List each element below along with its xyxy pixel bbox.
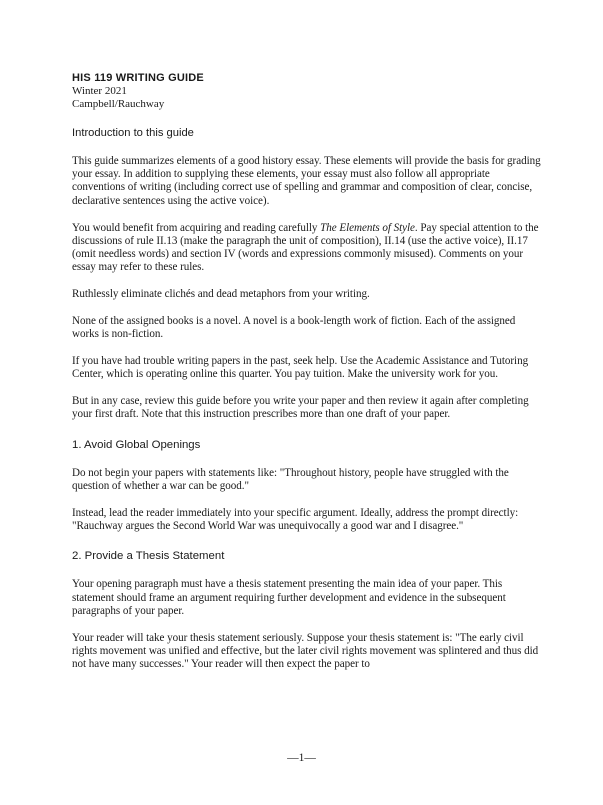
intro-paragraph-1: This guide summarizes elements of a good history essay. These elements will provide the basis for grading your essay. In addition to supplying these elements, your essay must also follow all appropriate conventions of writing (including correct use of spelling and grammar and composition of clear, concise, declarative sentences using the active voice). [72, 154, 541, 207]
intro-paragraph-2 [72, 222, 542, 275]
section-1-paragraph-1: Do not begin your papers with statements like: "Throughout history, people have struggled with the question of whether a war can be good." [72, 466, 509, 493]
intro-paragraph-2-text-a: You would benefit from acquiring and reading carefully [72, 221, 321, 234]
section-2-paragraph-2: Your reader will take your thesis statement seriously. Suppose your thesis statement is: "The early civil rights movement was unified and effective, but the later civil rights movement was splintered and thus did not have many successes." Your reader will then expect the paper to [72, 631, 539, 671]
term-line: Winter 2021 [72, 85, 127, 97]
intro-paragraph-3: Ruthlessly eliminate clichés and dead metaphors from your writing. [72, 288, 370, 301]
intro-paragraph-4: None of the assigned books is a novel. A novel is a book-length work of fiction. Each of the assigned works is non-fiction. [72, 314, 516, 341]
section-1-heading: 1. Avoid Global Openings [72, 438, 201, 451]
section-2-heading: 2. Provide a Thesis Statement [72, 550, 225, 563]
book-title: The Elements of Style [320, 221, 415, 234]
intro-paragraph-5: If you have had trouble writing papers in the past, seek help. Use the Academic Assistance and Tutoring Center, which is operating online this quarter. You pay tuition. Make the university work for you. [72, 355, 529, 381]
intro-paragraph-2-text-b: . Pay special attention to the discussions of rule II.13 (make the paragraph the unit of composition), II.14 (use the active voice), II.17 (omit needless words) and section IV (words and expressions commonly misused). Comments on your essay may refer to these rules. [72, 221, 539, 274]
page-number: —1— [287, 752, 316, 764]
intro-paragraph-6: But in any case, review this guide before you write your paper and then review it again after completing your first draft. Note that this instruction prescribes more than one draft of your paper. [72, 395, 529, 421]
authors-line: Campbell/Rauchway [72, 98, 165, 111]
section-2-paragraph-1: Your opening paragraph must have a thesis statement presenting the main idea of your paper. This statement should frame an argument requiring further development and evidence in the subsequent paragraphs of your paper. [72, 578, 506, 618]
section-1-paragraph-2: Instead, lead the reader immediately into your specific argument. Ideally, address the prompt directly: "Rauchway argues the Second World War was unequivocally a good war and I disagree." [72, 506, 519, 533]
document-title: HIS 119 WRITING GUIDE [72, 72, 204, 84]
document-page [72, 72, 542, 685]
intro-heading: Introduction to this guide [72, 126, 194, 139]
